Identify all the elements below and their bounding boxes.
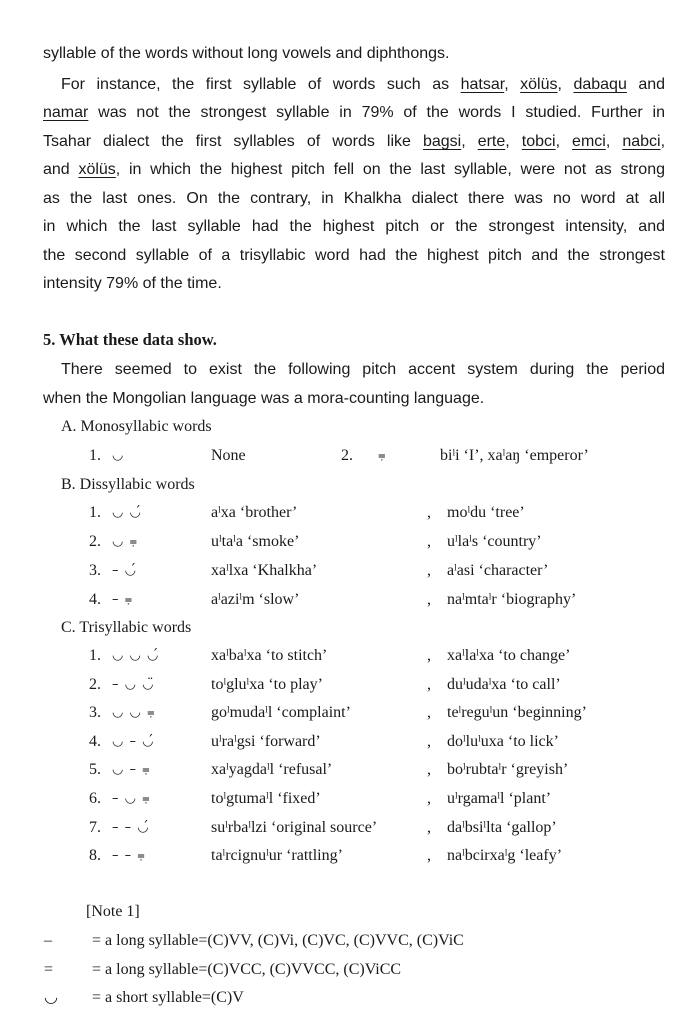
item-number: 4.: [89, 732, 101, 750]
item-number: 5.: [89, 761, 101, 779]
pattern-mark: – ◡ ◡̈: [112, 676, 155, 692]
item-number: 3.: [89, 562, 101, 579]
text-line: namar was not the strongest syllable in 79% of the words I studied. Further in: [43, 104, 665, 121]
word-example: xaˡlxa ‘Khalkha’: [211, 562, 318, 579]
text-line: as the last ones. On the contrary, in Khalkha dialect there was no word at all: [43, 190, 665, 207]
word-example: teˡreguˡun ‘beginning’: [447, 704, 587, 722]
comma: ,: [427, 704, 431, 722]
text-line: the second syllable of a trisyllabic word had the highest pitch and the strongest: [43, 247, 665, 264]
pattern-mark: – ◡ ⩦: [112, 791, 151, 806]
comma: ,: [427, 847, 431, 865]
word-example: naˡbcirxaˡg ‘leafy’: [447, 847, 563, 865]
text-line: when the Mongolian language was a mora-counting language.: [43, 390, 485, 407]
item-number: 4.: [89, 591, 101, 608]
word-example: toˡgluˡxa ‘to play’: [211, 675, 323, 693]
comma: ,: [427, 591, 431, 608]
item-number: 7.: [89, 818, 101, 836]
note-line: = = a long syllable=(C)VCC, (C)VVCC, (C)ViCC: [44, 961, 402, 978]
word-example: uˡraˡgsi ‘forward’: [211, 732, 321, 750]
word-example: xaˡyagdaˡl ‘refusal’: [211, 761, 333, 779]
group-a-title: A. Monosyllabic words: [61, 418, 212, 435]
word-example: goˡmudaˡl ‘complaint’: [211, 704, 351, 722]
item-number: 2.: [89, 675, 101, 693]
item-number: 2.: [89, 533, 101, 550]
word-example: doˡluˡuxa ‘to lick’: [447, 732, 559, 750]
word-example: daˡbsiˡlta ‘gallop’: [447, 818, 557, 836]
text-line: syllable of the words without long vowels and diphthongs.: [43, 45, 450, 62]
underlined-word: xölüs: [520, 76, 558, 93]
text-line: in which the last syllable had the highest pitch or the strongest intensity, and: [43, 218, 665, 235]
word-example: suˡrbaˡlzi ‘original source’: [211, 818, 378, 836]
text-line: intensity 79% of the time.: [43, 275, 222, 292]
pattern-mark: – – ◡́: [112, 819, 150, 835]
word-example: toˡgtumaˡl ‘fixed’: [211, 790, 321, 807]
word-example: aˡasi ‘character’: [447, 562, 549, 579]
underlined-word: xölüs: [78, 161, 116, 178]
underlined-word: hatsar: [460, 76, 505, 93]
word-example: aˡaziˡm ‘slow’: [211, 591, 300, 608]
underlined-word: emci: [572, 133, 606, 150]
underlined-word: dabaqu: [573, 76, 627, 93]
section-heading: 5. What these data show.: [43, 330, 217, 349]
underlined-word: erte: [477, 133, 506, 150]
item-number: 6.: [89, 790, 101, 807]
item-number: 1.: [89, 647, 101, 664]
group-c-title: C. Trisyllabic words: [61, 619, 192, 636]
word-example: naˡmtaˡr ‘biography’: [447, 591, 577, 608]
pattern-mark: ◡ ◡́: [112, 505, 142, 520]
pattern-mark: – ⩦: [112, 592, 134, 607]
pattern-mark: – – ⩦: [112, 848, 146, 864]
word-example: taˡrcignuˡur ‘rattling’: [211, 847, 343, 865]
word-example: xaˡlaˡxa ‘to change’: [447, 647, 571, 664]
text-line: and xölüs, in which the highest pitch fell on the last syllable, were not as strong: [43, 161, 666, 178]
pattern-mark: ◡: [112, 448, 125, 463]
item-number: 8.: [89, 847, 101, 865]
group-b-title: B. Dissyllabic words: [61, 476, 195, 493]
word-example: boˡrubtaˡr ‘greyish’: [447, 761, 569, 779]
word-example: uˡrgamaˡl ‘plant’: [447, 790, 552, 807]
pattern-mark: ◡ – ⩦: [112, 762, 151, 778]
underlined-word: bagsi: [422, 133, 462, 150]
word-example: uˡtaˡa ‘smoke’: [211, 533, 300, 550]
note-title: [Note 1]: [86, 903, 140, 920]
text-line: There seemed to exist the following pitch accent system during the period: [61, 361, 665, 378]
comma: ,: [427, 675, 431, 693]
comma: ,: [427, 647, 431, 664]
item-number: 3.: [89, 704, 101, 722]
pattern-mark: ◡ ⩦: [112, 534, 139, 549]
word-example: uˡlaˡs ‘country’: [447, 533, 542, 550]
pattern-mark: ⩦: [378, 448, 387, 463]
comma: ,: [427, 562, 431, 579]
item-number: 1.: [89, 504, 101, 521]
comma: ,: [427, 732, 431, 750]
note-line: – = a long syllable=(C)VV, (C)Vi, (C)VC, (C)VVC, (C)ViC: [44, 932, 464, 949]
pattern-mark: – ◡́: [112, 563, 137, 578]
underlined-word: namar: [43, 104, 89, 121]
comma: ,: [427, 533, 431, 550]
pattern-mark: ◡ – ◡́: [112, 733, 155, 749]
comma: ,: [427, 761, 431, 779]
pattern-mark: ◡ ◡ ⩦: [112, 705, 156, 721]
comma: ,: [427, 504, 431, 521]
comma: ,: [427, 790, 431, 807]
text-line: For instance, the first syllable of words such as hatsar, xölüs, dabaqu and: [61, 76, 666, 93]
word-example: xaˡbaˡxa ‘to stitch’: [211, 647, 328, 664]
comma: ,: [427, 818, 431, 836]
word-example: duˡudaˡxa ‘to call’: [447, 675, 561, 693]
pattern-mark: ◡ ◡ ◡́: [112, 648, 160, 663]
word-example: moˡdu ‘tree’: [447, 504, 525, 521]
text-line: Tsahar dialect the first syllables of words like bagsi, erte, tobci, emci, nabci,: [43, 133, 666, 150]
underlined-word: tobci: [521, 133, 556, 150]
underlined-word: nabci: [622, 133, 661, 150]
note-line: ◡ = a short syllable=(C)V: [44, 989, 244, 1006]
word-example: aˡxa ‘brother’: [211, 504, 298, 521]
